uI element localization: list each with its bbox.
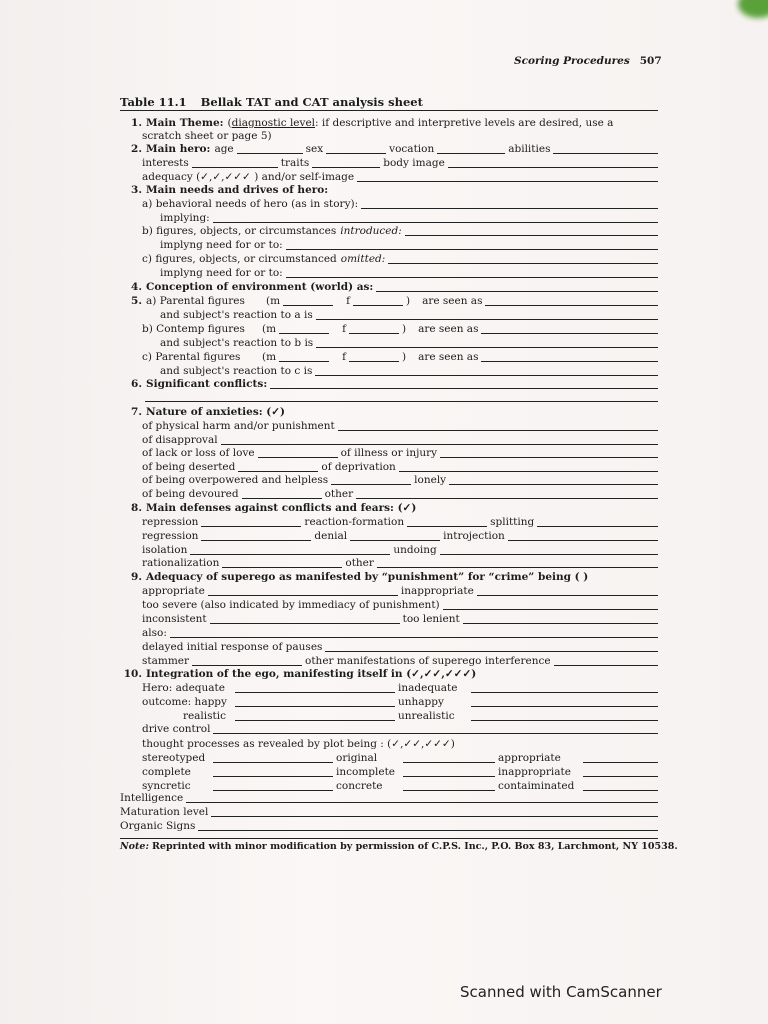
isolation-field[interactable] [190,544,390,555]
loss-of-love-field[interactable] [258,447,338,458]
page-number: 507 [639,55,662,67]
realistic-field[interactable] [235,710,395,721]
superego-inappropriate-field[interactable] [477,585,658,596]
maturation-row: Maturation level [120,805,658,819]
parental-a-f-field[interactable] [353,295,403,306]
ego-row-3: realistic unrealistic [120,709,658,723]
drive-control-field[interactable] [213,723,658,734]
anxiety-other-field[interactable] [356,488,658,499]
organic-row: Organic Signs [120,819,658,833]
thought-inappropriate-field[interactable] [583,766,658,777]
top-rule [120,110,658,111]
main-hero-label: Main hero: [146,143,211,155]
body-image-field[interactable] [448,157,658,168]
illness-field[interactable] [440,447,658,458]
also-field[interactable] [170,627,658,638]
ego-integration-label: Integration of the ego, manifesting itself in (✓,✓✓,✓✓✓) [146,668,477,680]
reaction-a-field[interactable] [316,309,658,320]
def-row-2: regression denial introjection [120,529,658,543]
item-7-row: 7. Nature of anxieties: (✓) [131,406,285,418]
parental-c-f-field[interactable] [349,351,399,362]
omitted-need-field[interactable] [286,267,658,278]
item-6-row-2 [120,390,658,404]
def-row-3: isolation undoing [120,543,658,557]
item-5a-react-row: and subject's reaction to a is [120,308,658,322]
rationalization-field[interactable] [222,557,342,568]
item-8-row: 8. Main defenses against conflicts and fears: (✓) [131,502,417,514]
table-note: Note: Reprinted with minor modification by permission of C.P.S. Inc., P.O. Box 83, Larchmont, NY 10538. [120,841,678,852]
stereotyped-field[interactable] [213,752,333,763]
page-corner-mark [738,0,768,18]
diagnostic-level: diagnostic level [231,117,316,129]
needs-c-row: c) figures, objects, or circumstanced omitted: [120,252,658,266]
ego-row-6: stereotyped original appropriate [120,751,658,765]
reaction-formation-field[interactable] [407,516,487,527]
incomplete-field[interactable] [403,766,495,777]
anx-overpowered-row: of being overpowered and helpless lonely [120,473,658,487]
item-2-row: 2. Main hero: age sex vocation abilities [120,142,658,156]
sup-row-6: stammer other manifestations of superego interference [120,654,658,668]
needs-a-row: a) behavioral needs of hero (as in story): [120,197,658,211]
outcome-happy-field[interactable] [235,696,395,707]
too-severe-field[interactable] [443,599,658,610]
overpowered-field[interactable] [331,474,411,485]
item-1-row: 1. Main Theme: ( diagnostic level : if descriptive and interpretive levels are desired, use a [120,116,658,130]
ego-row-8: syncretic concrete contaiminated [120,779,658,793]
contemp-seen-field[interactable] [481,323,658,334]
superego-appropriate-field[interactable] [208,585,398,596]
item-5b-row: b) Contemp figures (m f ) are seen as [120,322,658,336]
ego-row-7: complete incomplete inappropriate [120,765,658,779]
contemp-m-field[interactable] [279,323,329,334]
traits-field[interactable] [312,157,380,168]
reaction-b-field[interactable] [316,337,658,348]
original-field[interactable] [403,752,495,763]
parental-c-seen-field[interactable] [481,351,658,362]
physical-harm-field[interactable] [338,420,658,431]
contemp-f-field[interactable] [349,323,399,334]
running-header [514,55,662,67]
anx-disapproval-row: of disapproval [120,433,658,447]
thought-appropriate-field[interactable] [583,752,658,763]
contaminated-field[interactable] [583,780,658,791]
maturation-field[interactable] [211,806,658,817]
environment-field[interactable] [376,281,658,292]
sex-field[interactable] [326,143,386,154]
hero-adequate-field[interactable] [235,682,395,693]
ego-row-4: drive control [120,722,658,736]
abilities-field[interactable] [553,143,658,154]
intelligence-row: Intelligence [120,791,658,805]
sup-row-2: too severe (also indicated by immediacy of punishment) [120,598,658,612]
item-4-row: 4. Conception of environment (world) as: [120,280,658,294]
conflicts-field-2[interactable] [145,391,658,402]
item-6-row: 6. Significant conflicts: [120,377,658,391]
def-row-1: repression reaction-formation splitting [120,515,658,529]
ego-row-1: Hero: adequate inadequate [120,681,658,695]
item-5c-react-row: and subject's reaction to c is [120,364,658,378]
implying-field[interactable] [213,212,658,223]
superego-other-field[interactable] [554,655,658,666]
devoured-field[interactable] [242,488,322,499]
concrete-field[interactable] [403,780,495,791]
needs-b-impl-row: implyng need for or to: [120,238,658,252]
ego-row-2: outcome: happy unhappy [120,695,658,709]
inconsistent-field[interactable] [210,613,400,624]
needs-drives-label: Main needs and drives of hero: [146,184,329,196]
regression-field[interactable] [201,530,311,541]
sup-row-5: delayed initial response of pauses [120,640,658,654]
repression-field[interactable] [201,516,301,527]
intelligence-field[interactable] [186,792,658,803]
defenses-label: Main defenses against conflicts and fears: (✓) [146,502,417,514]
anx-physical-row: of physical harm and/or punishment [120,419,658,433]
introjection-field[interactable] [508,530,658,541]
item-5c-row: c) Parental figures (m f ) are seen as [120,350,658,364]
hero-inadequate-field[interactable] [471,682,658,693]
sup-row-3: inconsistent too lenient [120,612,658,626]
reaction-c-field[interactable] [315,365,658,376]
introduced-need-field[interactable] [286,239,658,250]
undoing-field[interactable] [440,544,658,555]
deprivation-field[interactable] [399,461,658,472]
anx-deserted-row: of being deserted of deprivation [120,460,658,474]
needs-a-impl-row: implying: [120,211,658,225]
delayed-response-field[interactable] [325,641,658,652]
item-number: 1. [131,117,142,129]
item-2-row-3: adequacy (✓,✓,✓✓✓ ) and/or self-image [120,170,658,184]
needs-c-impl-row: implyng need for or to: [120,266,658,280]
sup-row-1: appropriate inappropriate [120,584,658,598]
item-3-row: 3. Main needs and drives of hero: [131,184,329,196]
organic-signs-field[interactable] [198,820,658,831]
bottom-rule [120,838,658,839]
behavioral-needs-field[interactable] [361,198,658,209]
needs-b-row: b) figures, objects, or circumstances introduced: [120,224,658,238]
complete-field[interactable] [213,766,333,777]
ego-row-5: thought processes as revealed by plot being : (✓,✓✓,✓✓✓) [142,738,455,750]
parental-c-m-field[interactable] [279,351,329,362]
item-9-row: 9. Adequacy of superego as manifested by “punishment” for “crime” being ( ) [131,571,589,583]
item-5b-react-row: and subject's reaction to b is [120,336,658,350]
unrealistic-field[interactable] [471,710,658,721]
deserted-field[interactable] [238,461,318,472]
age-field[interactable] [237,143,303,154]
anxieties-label: Nature of anxieties: (✓) [146,406,285,418]
omitted-field[interactable] [388,253,658,264]
table-name: Bellak TAT and CAT analysis sheet [200,95,423,109]
lonely-field[interactable] [449,474,658,485]
item-1-row-2: scratch sheet or page 5) [142,130,272,142]
conflicts-field[interactable] [270,378,658,389]
syncretic-field[interactable] [213,780,333,791]
vocation-field[interactable] [437,143,505,154]
anx-love-row: of lack or loss of love of illness or injury [120,446,658,460]
stammer-field[interactable] [192,655,302,666]
item-5a-row: 5. a) Parental figures (m f ) are seen as [120,294,658,308]
superego-label: Adequacy of superego as manifested by “punishment” for “crime” being ( ) [146,571,589,583]
environment-label: Conception of environment (world) as: [146,281,374,293]
scanner-watermark: Scanned with CamScanner [460,983,662,1001]
disapproval-field[interactable] [221,434,658,445]
splitting-field[interactable] [537,516,658,527]
defense-other-field[interactable] [377,557,658,568]
table-label: Table 11.1 [120,95,187,109]
too-lenient-field[interactable] [463,613,658,624]
anx-devoured-row: of being devoured other [120,487,658,501]
item-2-row-2: interests traits body image [120,156,658,170]
introduced-field[interactable] [405,225,658,236]
parental-a-m-field[interactable] [283,295,333,306]
section-title: Scoring Procedures [514,55,630,67]
item-10-row: 10. Integration of the ego, manifesting itself in (✓,✓✓,✓✓✓) [123,668,477,680]
conflicts-label: Significant conflicts: [146,378,268,390]
outcome-unhappy-field[interactable] [471,696,658,707]
def-row-4: rationalization other [120,556,658,570]
denial-field[interactable] [350,530,440,541]
table-title [120,95,423,109]
self-image-field[interactable] [357,171,658,182]
parental-a-seen-field[interactable] [485,295,658,306]
interests-field[interactable] [192,157,278,168]
sup-row-4: also: [120,626,658,640]
main-theme-label: Main Theme: [146,117,224,129]
